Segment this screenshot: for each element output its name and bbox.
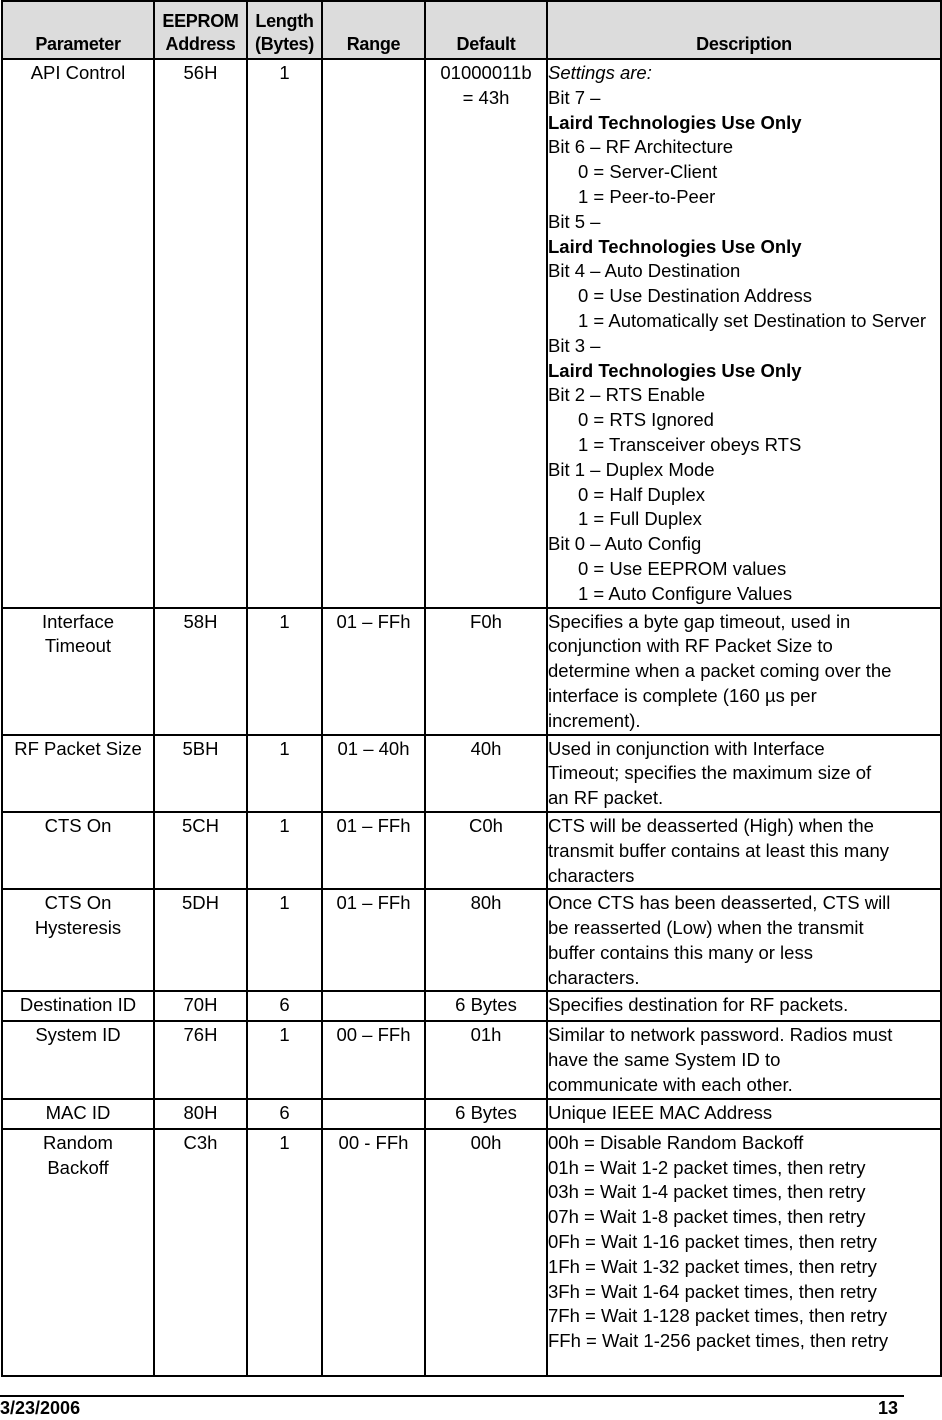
range-cell: 01 – 40h [322, 735, 425, 812]
range-cell: 01 – FFh [322, 608, 425, 735]
description-line: determine when a packet coming over the [548, 660, 892, 682]
footer-rule [0, 1395, 904, 1397]
description-cell [547, 991, 941, 1021]
header-address-line: EEPROM [162, 11, 239, 31]
table-row [2, 991, 941, 1021]
range-cell: 01 – FFh [322, 889, 425, 991]
description-cell [547, 59, 941, 608]
description-line: Bit 1 – Duplex Mode [548, 458, 715, 480]
description-line: have the same System ID to [548, 1049, 781, 1071]
description-line: Bit 4 – Auto Destination [548, 260, 741, 282]
length-cell: 1 [247, 608, 322, 735]
description-line: 1 = Full Duplex [578, 508, 702, 530]
description-line: 1Fh = Wait 1-32 packet times, then retry [548, 1255, 877, 1277]
header-address-line: Address [165, 34, 236, 54]
description-line: Once CTS has been deasserted, CTS will [548, 892, 891, 914]
address-cell: 76H [154, 1021, 247, 1098]
parameter-cell [2, 608, 154, 735]
parameter-name: Interface [42, 610, 114, 632]
description-prefix: Bit 3 – [548, 334, 601, 356]
parameter-cell [2, 889, 154, 991]
description-prefix: Bit 7 – [548, 86, 601, 108]
default-value: 01h [470, 1024, 502, 1046]
table-row [2, 735, 941, 812]
description-line: Specifies destination for RF packets. [548, 994, 849, 1016]
parameter-name: CTS On [44, 814, 112, 836]
length-cell: 1 [247, 1129, 322, 1376]
parameter-cell [2, 735, 154, 812]
description-line: 0 = Use EEPROM values [578, 557, 787, 579]
length-cell: 1 [247, 812, 322, 889]
description-line: buffer contains this many or less [548, 941, 813, 963]
default-value: 6 Bytes [455, 994, 517, 1016]
description-line: 0 = RTS Ignored [578, 409, 714, 431]
header-length-line: Length [255, 11, 314, 31]
address-cell: 80H [154, 1099, 247, 1129]
table-row [2, 1021, 941, 1098]
length-cell: 1 [247, 59, 322, 608]
description-line [548, 334, 940, 384]
table-row [2, 812, 941, 889]
parameter-name: Random [43, 1131, 113, 1153]
description-line: 03h = Wait 1-4 packet times, then retry [548, 1181, 866, 1203]
description-line: 01h = Wait 1-2 packet times, then retry [548, 1156, 866, 1178]
range-cell: 01 – FFh [322, 812, 425, 889]
description-cell [547, 1099, 941, 1129]
description-line: Bit 0 – Auto Config [548, 533, 702, 555]
description-emphasis: Laird Technologies Use Only [548, 235, 802, 257]
address-cell: C3h [154, 1129, 247, 1376]
description-line: 00h = Disable Random Backoff [548, 1131, 804, 1153]
description-line: 7Fh = Wait 1-128 packet times, then retry [548, 1305, 888, 1327]
length-cell: 1 [247, 889, 322, 991]
address-cell: 5DH [154, 889, 247, 991]
parameter-cell [2, 1129, 154, 1376]
parameter-name: Hysteresis [34, 917, 122, 939]
description-line [548, 210, 940, 260]
header-range: Range [322, 1, 425, 59]
description-cell [547, 608, 941, 735]
table-row [2, 1129, 941, 1376]
description-cell [547, 1021, 941, 1098]
description-line: 0 = Server-Client [578, 161, 718, 183]
default-value: 40h [470, 737, 502, 759]
range-cell: 00 - FFh [322, 1129, 425, 1376]
description-cell [547, 812, 941, 889]
address-cell: 5CH [154, 812, 247, 889]
description-line: FFh = Wait 1-256 packet times, then retry [548, 1330, 889, 1352]
range-cell [322, 59, 425, 608]
length-cell: 6 [247, 1099, 322, 1129]
address-cell: 56H [154, 59, 247, 608]
parameter-cell [2, 991, 154, 1021]
default-cell [425, 608, 547, 735]
description-line: transmit buffer contains at least this many [548, 839, 890, 861]
range-cell [322, 991, 425, 1021]
description-line: interface is complete (160 µs per [548, 684, 817, 706]
table-row [2, 889, 941, 991]
description-line: 1 = Automatically set Destination to Server [578, 309, 927, 331]
description-cell [547, 889, 941, 991]
description-line: 3Fh = Wait 1-64 packet times, then retry [548, 1280, 877, 1302]
default-value: 00h [470, 1131, 502, 1153]
address-cell: 70H [154, 991, 247, 1021]
default-value: 80h [470, 892, 502, 914]
parameter-cell [2, 59, 154, 608]
header-description: Description [547, 1, 941, 59]
parameter-cell [2, 1099, 154, 1129]
description-line: 1 = Transceiver obeys RTS [578, 433, 802, 455]
default-cell [425, 889, 547, 991]
description-line: characters. [548, 966, 640, 988]
footer-date: 3/23/2006 [0, 1398, 81, 1418]
description-line: Unique IEEE MAC Address [548, 1101, 773, 1123]
default-cell [425, 1021, 547, 1098]
description-line: 0 = Use Destination Address [578, 285, 812, 307]
parameter-name: Backoff [47, 1156, 109, 1178]
address-cell: 5BH [154, 735, 247, 812]
description-line: Used in conjunction with Interface [548, 737, 825, 759]
parameter-name: RF Packet Size [14, 737, 142, 759]
description-line: characters [548, 864, 635, 886]
length-cell: 1 [247, 1021, 322, 1098]
header-length-line: (Bytes) [255, 34, 314, 54]
description-line: 1 = Auto Configure Values [578, 582, 793, 604]
description-line: Settings are: [548, 62, 652, 83]
default-value: 6 Bytes [455, 1101, 517, 1123]
default-cell [425, 1099, 547, 1129]
description-line: 1 = Peer-to-Peer [578, 185, 716, 207]
default-value: 01000011b [440, 62, 532, 83]
parameter-name: API Control [30, 62, 126, 83]
default-value: = 43h [462, 86, 510, 108]
default-cell [425, 1129, 547, 1376]
description-line: increment). [548, 709, 641, 731]
address-cell: 58H [154, 608, 247, 735]
description-line: 0Fh = Wait 1-16 packet times, then retry [548, 1231, 877, 1253]
description-cell [547, 735, 941, 812]
parameter-name: Timeout [44, 635, 112, 657]
description-line [548, 86, 940, 136]
parameter-name: Destination ID [19, 994, 137, 1016]
description-prefix: Bit 5 – [548, 210, 601, 232]
parameter-name: System ID [35, 1024, 121, 1046]
range-cell [322, 1099, 425, 1129]
description-line: 07h = Wait 1-8 packet times, then retry [548, 1206, 866, 1228]
header-default: Default [425, 1, 547, 59]
default-cell [425, 735, 547, 812]
description-line: communicate with each other. [548, 1074, 793, 1096]
description-cell [547, 1129, 941, 1376]
description-line: conjunction with RF Packet Size to [548, 635, 833, 657]
table-row [2, 1099, 941, 1129]
description-line: Bit 2 – RTS Enable [548, 384, 705, 406]
description-line: Timeout; specifies the maximum size of [548, 762, 872, 784]
description-line: Similar to network password. Radios must [548, 1024, 893, 1046]
description-line: Specifies a byte gap timeout, used in [548, 610, 851, 632]
table-header-row [2, 1, 941, 59]
description-emphasis: Laird Technologies Use Only [548, 359, 802, 381]
default-cell [425, 991, 547, 1021]
description-line: CTS will be deasserted (High) when the [548, 814, 874, 836]
header-address [154, 1, 247, 59]
table-body [2, 59, 941, 1376]
description-line: 0 = Half Duplex [578, 483, 705, 505]
parameter-name: CTS On [44, 892, 112, 914]
table-row [2, 608, 941, 735]
parameter-name: MAC ID [45, 1101, 111, 1123]
parameter-cell [2, 812, 154, 889]
length-cell: 1 [247, 735, 322, 812]
default-value: F0h [470, 610, 502, 632]
table-row [2, 59, 941, 608]
header-length [247, 1, 322, 59]
footer-page-number: 13 [878, 1398, 899, 1418]
eeprom-parameter-table [1, 0, 942, 1377]
range-cell: 00 – FFh [322, 1021, 425, 1098]
parameter-cell [2, 1021, 154, 1098]
description-line: an RF packet. [548, 787, 664, 809]
description-line: Bit 6 – RF Architecture [548, 136, 734, 158]
description-emphasis: Laird Technologies Use Only [548, 111, 802, 133]
length-cell: 6 [247, 991, 322, 1021]
description-line: be reasserted (Low) when the transmit [548, 917, 864, 939]
default-cell [425, 812, 547, 889]
default-cell [425, 59, 547, 608]
header-parameter: Parameter [2, 1, 154, 59]
default-value: C0h [469, 814, 503, 836]
